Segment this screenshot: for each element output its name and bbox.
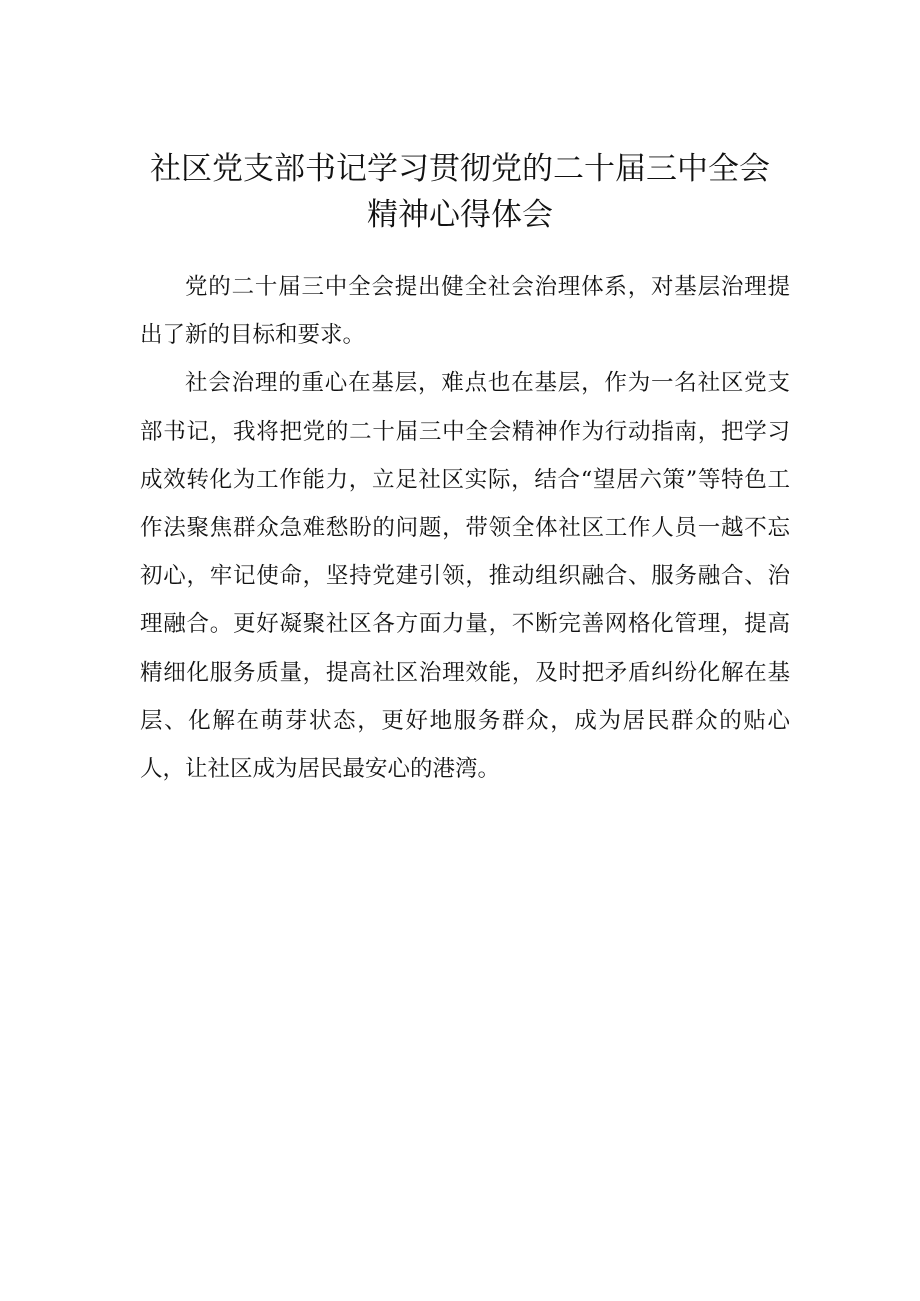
document-title-line-2: 精神心得体会 — [367, 197, 553, 233]
body-paragraph-2: 社会治理的重心在基层，难点也在基层，作为一名社区党支部书记，我将把党的二十届三中全会精神作为行动指南，把学习成效转化为工作能力，立足社区实际，结合“望居六策”等特色工作法聚焦群众急难愁盼的问题，带领全体社区工作人员一越不忘初心，牢记使命，坚持党建引领，推动组织融合、服务融合、治理融合。更好凝聚社区各方面力量，不断完善网格化管理，提高精细化服务质量，提高社区治理效能，及时把矛盾纠纷化解在基层、化解在萌芽状态，更好地服务群众，成为居民群众的贴心人，让社区成为居民最安心的港湾。 — [140, 370, 790, 783]
document-title-line-1: 社区党支部书记学习贯彻党的二十届三中全会 — [150, 151, 770, 187]
document-body — [140, 263, 790, 793]
body-paragraph-1: 党的二十届三中全会提出健全社会治理体系，对基层治理提出了新的目标和要求。 — [140, 274, 790, 349]
document-title — [100, 146, 820, 238]
